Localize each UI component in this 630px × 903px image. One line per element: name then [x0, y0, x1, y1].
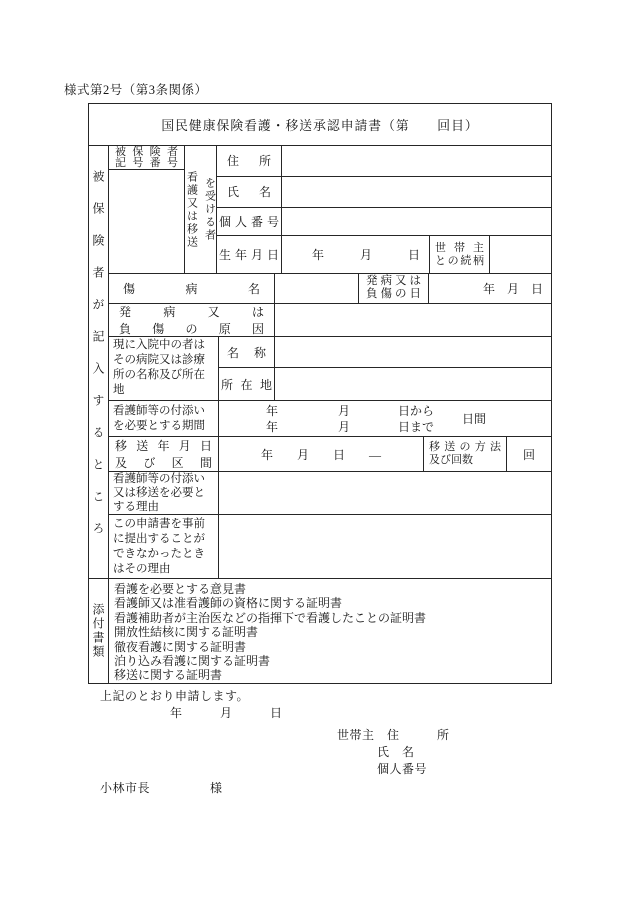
attendance-period-label: [109, 401, 219, 437]
address-label: 住所: [217, 146, 282, 176]
cause-value-cell: [275, 304, 551, 336]
insured-top-group: [109, 146, 551, 274]
insured-symbol-column: [109, 146, 185, 273]
hospital-address-label: 所在地: [219, 368, 275, 399]
side-header-attachments: [89, 579, 109, 683]
late-reason-line1: この申請書を事前: [113, 517, 205, 530]
attendance-period-line1: 看護師等の付添い: [113, 404, 205, 417]
householder-address-line: 世帯主 住 所: [337, 728, 450, 742]
hospital-label-line2: その病院又は診療: [113, 354, 205, 367]
householder-relation-line1: 世帯主: [435, 242, 484, 255]
period-from: 年 月 日から: [265, 403, 434, 418]
householder-relation-label: [430, 236, 490, 273]
side-header-insured-text: 被保険者が記入するところ: [91, 170, 105, 554]
onset-date-label: [359, 274, 429, 303]
attachment-item: 移送に関する証明書: [114, 668, 223, 683]
transfer-count-cell: 回: [522, 447, 535, 462]
transfer-label: [109, 437, 219, 471]
attendance-period-row: [109, 401, 551, 438]
late-reason-label: [109, 515, 219, 578]
transfer-row: [109, 437, 551, 472]
attachment-item: 看護師又は准看護師の資格に関する証明書: [114, 596, 343, 611]
name-value-cell: [282, 177, 551, 207]
householder-relation-line2: との続柄: [435, 254, 484, 267]
hospital-address-value-cell: [275, 368, 551, 399]
form-title: 国民健康保険看護・移送承認申請書（第 回目）: [89, 104, 551, 146]
cause-line1: 発病又は: [119, 304, 264, 319]
hospital-name-row: [219, 337, 551, 369]
onset-date-value-cell: 年 月 日: [482, 281, 543, 296]
cause-label: [109, 304, 275, 336]
hospital-address-row: [219, 368, 551, 399]
attachment-item: 看護を必要とする意見書: [114, 582, 247, 596]
insured-symbol-line2: 記号番号: [115, 157, 178, 169]
personal-number-row: [217, 208, 551, 237]
hospital-label-line3: 所の名称及び所在: [113, 369, 205, 382]
addressee-honorific: 様: [210, 781, 223, 795]
attendance-reason-line3: する理由: [113, 501, 159, 514]
attachment-item: 開放性結核に関する証明書: [114, 625, 259, 640]
hospital-name-label: 名称: [219, 337, 275, 368]
hospital-label-line4: 地: [113, 384, 125, 397]
insured-section: [89, 146, 551, 579]
name-row: [217, 177, 551, 208]
transfer-value-cell: 年 月 日 ―: [219, 437, 424, 471]
name-label: 氏名: [217, 177, 282, 207]
address-row: [217, 146, 551, 177]
declaration-text: 上記のとおり申請します。: [100, 689, 250, 703]
period-to: 年 月 日まで: [265, 419, 434, 434]
side-header-attachments-text: 添付書類: [91, 603, 105, 659]
transfer-method-label: [424, 437, 507, 471]
transfer-method-line2: 及び回数: [429, 454, 473, 467]
attendance-period-line2: を必要とする期間: [113, 419, 205, 432]
attendance-reason-line1: 看護師等の付添い: [113, 473, 205, 486]
addressee-line: [100, 779, 223, 796]
side-header-insured: [89, 146, 109, 578]
transfer-label-line1: 移送年月日: [115, 439, 212, 454]
householder-number-line: 個人番号: [377, 762, 428, 776]
attendance-reason-value-cell: [219, 472, 551, 514]
hospital-label-line1: 現に入院中の者は: [113, 339, 205, 352]
care-recipient-header-col1: 看護又は移送: [185, 170, 198, 249]
insured-symbol-line1: 被保険者: [115, 146, 178, 158]
attachments-list: [109, 579, 551, 683]
cause-row: [109, 304, 551, 337]
late-reason-line2: に提出することが: [113, 532, 205, 545]
late-reason-row: [109, 515, 551, 578]
attendance-reason-line2: 又は移送を必要と: [113, 487, 205, 500]
form-number-note: 様式第2号（第3条関係）: [64, 83, 208, 97]
late-reason-line4: はその理由: [113, 562, 171, 575]
care-recipient-header: [185, 146, 217, 273]
hospital-row: [109, 337, 551, 401]
householder-relation-value-cell: [490, 236, 551, 273]
onset-date-line2: 負傷の日: [366, 288, 421, 301]
birthdate-value-cell: 年 月 日: [282, 236, 430, 273]
attendance-reason-label: [109, 472, 219, 514]
insured-symbol-label: [109, 146, 184, 170]
injury-name-row: [109, 274, 551, 304]
personal-number-value-cell: [282, 208, 551, 236]
application-date: 年 月 日: [170, 706, 283, 720]
birthdate-label: 生年月日: [217, 236, 282, 273]
late-reason-value-cell: [219, 515, 551, 578]
transfer-method-line1: 移送の方法: [429, 441, 501, 454]
insured-symbol-value-cell: [109, 170, 184, 273]
care-recipient-header-col2: を受ける者: [203, 177, 216, 242]
onset-date-line1: 発病又は: [366, 275, 421, 288]
attachment-item: 看護補助者が主治医などの指揮下で看護したことの証明書: [114, 610, 427, 625]
address-value-cell: [282, 146, 551, 176]
attendance-reason-row: [109, 472, 551, 515]
hospital-label: [109, 337, 219, 400]
transfer-label-line2: 及び区間: [115, 456, 212, 471]
attachments-section: [89, 579, 551, 683]
period-days: 日間: [462, 412, 487, 427]
cause-line2: 負傷の原因: [119, 321, 264, 336]
birthdate-row: [217, 236, 551, 273]
householder-name-line: 氏 名: [377, 745, 415, 759]
personal-number-label: 個人番号: [217, 208, 282, 236]
injury-name-label: 傷病名: [109, 274, 275, 303]
hospital-name-value-cell: [275, 337, 551, 368]
late-reason-line3: できなかったとき: [113, 547, 205, 560]
attendance-period-value-cell: [219, 401, 551, 437]
attachment-item: 徹夜看護に関する証明書: [114, 639, 247, 654]
injury-name-value-cell: [275, 274, 359, 303]
addressee-name: 小林市長: [100, 781, 151, 795]
attachment-item: 泊り込み看護に関する証明書: [114, 654, 271, 669]
application-form-table: [88, 103, 552, 684]
